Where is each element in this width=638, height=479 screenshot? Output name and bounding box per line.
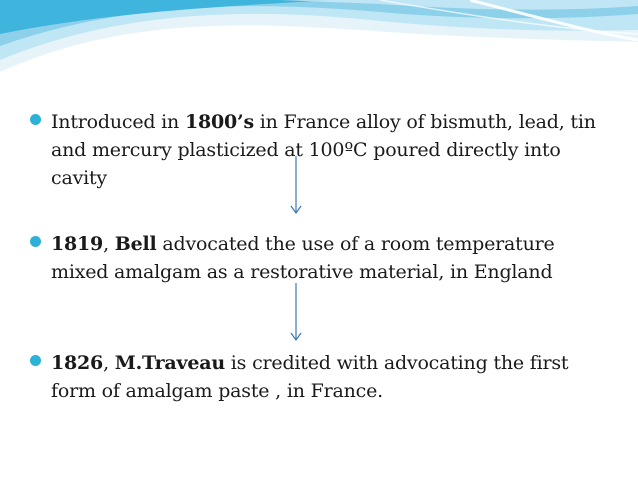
down-arrow-icon <box>290 283 302 343</box>
down-arrow-icon <box>290 156 302 216</box>
bullet-text-1800s: Introduced in 1800’s in France alloy of bismuth, lead, tin and mercury plasticized at 100ºC poured directly into cavity <box>51 111 596 189</box>
filled-circle-bullet-icon <box>30 114 41 125</box>
bullet-item-1800s <box>30 108 610 192</box>
bullet-item-1826 <box>30 349 610 405</box>
bold-year: 1819 <box>51 233 104 255</box>
bullet-item-1819 <box>30 230 610 286</box>
bold-name: M.Traveau <box>114 352 225 374</box>
bullet-text-1826: 1826, M.Traveau is credited with advocating the first form of amalgam paste , in France. <box>51 352 569 402</box>
bold-name: Bell <box>114 233 157 255</box>
bold-year: 1800’s <box>184 111 254 133</box>
bullet-text-1819: 1819, Bell advocated the use of a room temperature mixed amalgam as a restorative material, in England <box>51 233 555 283</box>
filled-circle-bullet-icon <box>30 236 41 247</box>
bold-year: 1826 <box>51 352 104 374</box>
filled-circle-bullet-icon <box>30 355 41 366</box>
